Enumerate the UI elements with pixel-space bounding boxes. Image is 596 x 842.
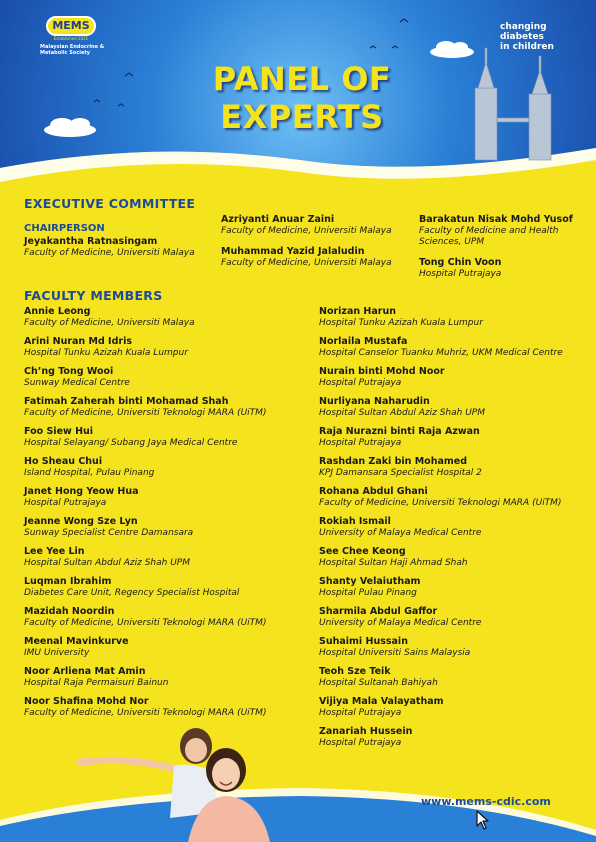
children-photo-illustration bbox=[70, 726, 300, 842]
faculty-member bbox=[24, 636, 310, 666]
faculty-left-column bbox=[24, 306, 310, 726]
person-affiliation: Hospital Putrajaya bbox=[319, 738, 402, 748]
faculty-member bbox=[24, 546, 310, 576]
person-name: Nurain binti Mohd Noor bbox=[319, 366, 445, 377]
person-affiliation: Hospital Putrajaya bbox=[319, 378, 402, 388]
person-affiliation: Faculty of Medicine, Universiti Teknologi MARA (UiTM) bbox=[24, 708, 267, 718]
executive-member bbox=[419, 214, 584, 248]
person-name: Janet Hong Yeow Hua bbox=[24, 486, 139, 497]
faculty-member bbox=[24, 486, 310, 516]
person-name: Norlaila Mustafa bbox=[319, 336, 408, 347]
person-affiliation: Hospital Sultanah Bahiyah bbox=[319, 678, 438, 688]
faculty-member bbox=[319, 546, 589, 576]
tagline-line-2: diabetes bbox=[500, 32, 544, 42]
person-affiliation: Hospital Tunku Azizah Kuala Lumpur bbox=[24, 348, 188, 358]
person-affiliation: Hospital Tunku Azizah Kuala Lumpur bbox=[319, 318, 483, 328]
faculty-right-column bbox=[319, 306, 589, 756]
tagline-line-3: in children bbox=[500, 42, 554, 52]
person-affiliation: Faculty of Medicine, Universiti Malaya bbox=[221, 258, 392, 268]
faculty-member bbox=[24, 606, 310, 636]
person-affiliation: KPJ Damansara Specialist Hospital 2 bbox=[319, 468, 482, 478]
person-name: Noor Shafina Mohd Nor bbox=[24, 696, 149, 707]
person-affiliation: Island Hospital, Pulau Pinang bbox=[24, 468, 155, 478]
person-affiliation: Hospital Sultan Haji Ahmad Shah bbox=[319, 558, 468, 568]
person-affiliation: Hospital Canselor Tuanku Muhriz, UKM Medical Centre bbox=[319, 348, 563, 358]
mouse-pointer-icon bbox=[476, 810, 490, 830]
person-name: Raja Nurazni binti Raja Azwan bbox=[319, 426, 480, 437]
person-name: Luqman Ibrahim bbox=[24, 576, 112, 587]
person-name: Annie Leong bbox=[24, 306, 91, 317]
faculty-member bbox=[24, 366, 310, 396]
logo-society-name: Malaysian Endocrine & Metabolic Society bbox=[40, 44, 105, 56]
faculty-member bbox=[24, 426, 310, 456]
person-name: Tong Chin Voon bbox=[419, 257, 502, 268]
person-name: Zanariah Hussein bbox=[319, 726, 413, 737]
person-name: Teoh Sze Teik bbox=[319, 666, 391, 677]
faculty-member bbox=[24, 516, 310, 546]
faculty-member bbox=[319, 696, 589, 726]
title-line-1: PANEL OF bbox=[212, 60, 392, 98]
faculty-member bbox=[24, 306, 310, 336]
person-name: Vijiya Mala Valayatham bbox=[319, 696, 444, 707]
person-name: Shanty Velaiutham bbox=[319, 576, 421, 587]
person-affiliation: Faculty of Medicine and Health Sciences, UPM bbox=[419, 226, 559, 247]
person-affiliation: Hospital Raja Permaisuri Bainun bbox=[24, 678, 169, 688]
faculty-member bbox=[319, 306, 589, 336]
person-affiliation: Sunway Specialist Centre Damansara bbox=[24, 528, 194, 538]
person-affiliation: Hospital Sultan Abdul Aziz Shah UPM bbox=[24, 558, 190, 568]
person-name: Rashdan Zaki bin Mohamed bbox=[319, 456, 468, 467]
executive-member bbox=[221, 246, 401, 269]
person-affiliation: Hospital Universiti Sains Malaysia bbox=[319, 648, 471, 658]
chairperson-entry bbox=[24, 236, 214, 259]
person-name: Barakatun Nisak Mohd Yusof bbox=[419, 214, 573, 225]
faculty-member bbox=[319, 606, 589, 636]
faculty-member bbox=[319, 366, 589, 396]
logo-established: Established 2021 bbox=[53, 36, 89, 41]
faculty-member bbox=[24, 396, 310, 426]
faculty-member bbox=[319, 576, 589, 606]
person-name: Suhaimi Hussain bbox=[319, 636, 408, 647]
tagline-line-1: changing bbox=[500, 22, 547, 32]
person-name: Arini Nuran Md Idris bbox=[24, 336, 132, 347]
person-affiliation: Hospital Putrajaya bbox=[319, 708, 402, 718]
faculty-member bbox=[24, 576, 310, 606]
person-name: Meenal Mavinkurve bbox=[24, 636, 129, 647]
person-affiliation: Diabetes Care Unit, Regency Specialist Hospital bbox=[24, 588, 240, 598]
executive-committee-heading: EXECUTIVE COMMITTEE bbox=[24, 196, 196, 211]
person-affiliation: Faculty of Medicine, Universiti Malaya bbox=[221, 226, 392, 236]
person-name: Sharmila Abdul Gaffor bbox=[319, 606, 438, 617]
person-name: Fatimah Zaherah binti Mohamad Shah bbox=[24, 396, 229, 407]
person-name: Mazidah Noordin bbox=[24, 606, 115, 617]
website-link[interactable]: www.mems-cdic.com bbox=[421, 795, 551, 808]
person-affiliation: University of Malaya Medical Centre bbox=[319, 618, 482, 628]
person-affiliation: Faculty of Medicine, Universiti Malaya bbox=[24, 248, 195, 258]
person-affiliation: Faculty of Medicine, Universiti Teknologi MARA (UiTM) bbox=[24, 618, 267, 628]
person-name: Noor Arliena Mat Amin bbox=[24, 666, 146, 677]
person-affiliation: Faculty of Medicine, Universiti Teknologi MARA (UiTM) bbox=[319, 498, 562, 508]
person-name: Rokiah Ismail bbox=[319, 516, 391, 527]
person-name: Lee Yee Lin bbox=[24, 546, 85, 557]
chairperson-label: CHAIRPERSON bbox=[24, 223, 105, 234]
faculty-member bbox=[319, 666, 589, 696]
person-affiliation: Hospital Pulau Pinang bbox=[319, 588, 417, 598]
person-name: Rohana Abdul Ghani bbox=[319, 486, 428, 497]
executive-column-2 bbox=[221, 214, 401, 278]
title-line-2: EXPERTS bbox=[220, 98, 384, 136]
mems-logo bbox=[40, 16, 110, 56]
faculty-member bbox=[319, 426, 589, 456]
person-name: Ho Sheau Chui bbox=[24, 456, 103, 467]
faculty-member bbox=[319, 486, 589, 516]
person-name: Ch’ng Tong Wooi bbox=[24, 366, 114, 377]
faculty-member bbox=[24, 696, 310, 726]
faculty-members-heading: FACULTY MEMBERS bbox=[24, 288, 163, 303]
person-affiliation: Faculty of Medicine, Universiti Teknologi MARA (UiTM) bbox=[24, 408, 267, 418]
person-affiliation: Hospital Putrajaya bbox=[419, 269, 502, 279]
person-name: Foo Siew Hui bbox=[24, 426, 94, 437]
faculty-member bbox=[319, 336, 589, 366]
person-affiliation: University of Malaya Medical Centre bbox=[319, 528, 482, 538]
page-title bbox=[180, 60, 424, 136]
person-affiliation: Hospital Selayang/ Subang Jaya Medical Centre bbox=[24, 438, 238, 448]
executive-member bbox=[419, 257, 584, 280]
logo-badge: MEMS bbox=[46, 16, 96, 36]
executive-column-3 bbox=[419, 214, 584, 289]
faculty-member bbox=[319, 456, 589, 486]
person-name: Nurliyana Naharudin bbox=[319, 396, 430, 407]
tagline bbox=[500, 22, 580, 52]
executive-member bbox=[221, 214, 401, 237]
faculty-member bbox=[319, 396, 589, 426]
person-affiliation: Faculty of Medicine, Universiti Malaya bbox=[24, 318, 195, 328]
faculty-member bbox=[24, 666, 310, 696]
person-affiliation: Hospital Sultan Abdul Aziz Shah UPM bbox=[319, 408, 485, 418]
person-affiliation: Hospital Putrajaya bbox=[24, 498, 107, 508]
person-affiliation: Sunway Medical Centre bbox=[24, 378, 130, 388]
faculty-member bbox=[24, 456, 310, 486]
person-name: Jeyakantha Ratnasingam bbox=[24, 236, 158, 247]
person-name: See Chee Keong bbox=[319, 546, 406, 557]
person-affiliation: Hospital Putrajaya bbox=[319, 438, 402, 448]
faculty-member bbox=[319, 516, 589, 546]
faculty-member bbox=[319, 636, 589, 666]
person-name: Muhammad Yazid Jalaludin bbox=[221, 246, 365, 257]
faculty-member bbox=[319, 726, 589, 756]
person-name: Jeanne Wong Sze Lyn bbox=[24, 516, 138, 527]
person-name: Azriyanti Anuar Zaini bbox=[221, 214, 335, 225]
person-affiliation: IMU University bbox=[24, 648, 90, 658]
faculty-member bbox=[24, 336, 310, 366]
person-name: Norizan Harun bbox=[319, 306, 397, 317]
